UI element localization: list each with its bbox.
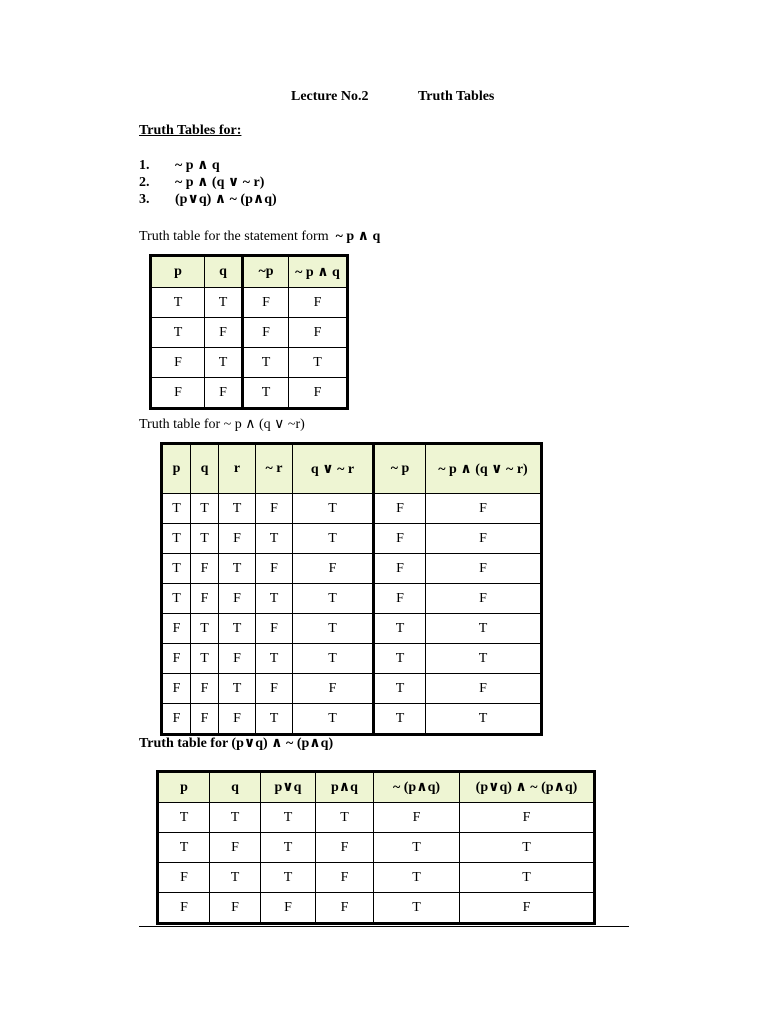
table-cell: F: [158, 863, 210, 893]
table-cell: T: [219, 554, 256, 584]
table-cell: F: [293, 554, 374, 584]
table-cell: F: [426, 554, 542, 584]
table-cell: T: [151, 318, 205, 348]
column-header: r: [219, 444, 256, 494]
table-cell: T: [374, 644, 426, 674]
table-cell: F: [162, 674, 191, 704]
table-row: [151, 288, 348, 318]
table-row: [162, 674, 542, 704]
table-cell: T: [460, 833, 595, 863]
column-header: q: [205, 256, 243, 288]
table-cell: T: [191, 644, 219, 674]
truth-table-1: [149, 254, 349, 410]
table-row: [162, 494, 542, 524]
column-header: q: [191, 444, 219, 494]
list-item: [139, 157, 277, 174]
table-cell: F: [460, 803, 595, 833]
column-header: p: [151, 256, 205, 288]
table-cell: F: [256, 494, 293, 524]
table-cell: F: [289, 378, 348, 409]
table-cell: F: [219, 704, 256, 735]
section-title: Truth Tables for:: [139, 123, 242, 138]
table-cell: T: [162, 584, 191, 614]
lecture-number: Lecture No.2: [291, 89, 369, 104]
table-cell: T: [261, 863, 316, 893]
column-header: q: [210, 772, 261, 803]
table-cell: T: [293, 584, 374, 614]
table-cell: T: [243, 378, 289, 409]
table-cell: T: [158, 833, 210, 863]
column-header: ~ r: [256, 444, 293, 494]
lecture-topic: Truth Tables: [418, 89, 495, 104]
table-cell: F: [191, 674, 219, 704]
truth-table-3: [156, 770, 596, 925]
column-header: ~ p: [374, 444, 426, 494]
table-row: [162, 614, 542, 644]
table-row: [158, 803, 595, 833]
table-header-row: [162, 444, 542, 494]
column-header: p∨q: [261, 772, 316, 803]
column-header: (p∨q) ∧ ~ (p∧q): [460, 772, 595, 803]
table1-caption: [139, 228, 380, 245]
list-number: 3.: [139, 192, 150, 207]
table-cell: T: [256, 584, 293, 614]
column-header: q ∨ ~ r: [293, 444, 374, 494]
table-row: [162, 644, 542, 674]
table-cell: F: [256, 674, 293, 704]
table-cell: F: [162, 644, 191, 674]
table-cell: F: [205, 318, 243, 348]
table-cell: T: [210, 803, 261, 833]
table-row: [158, 833, 595, 863]
table-cell: T: [158, 803, 210, 833]
table-cell: T: [426, 614, 542, 644]
table-cell: T: [205, 348, 243, 378]
table-cell: F: [158, 893, 210, 924]
list-item: [139, 174, 277, 191]
table-cell: T: [374, 833, 460, 863]
table-cell: F: [191, 584, 219, 614]
table-cell: T: [162, 524, 191, 554]
table-cell: T: [460, 863, 595, 893]
table-cell: F: [374, 803, 460, 833]
column-header: p: [158, 772, 210, 803]
table-header-row: [158, 772, 595, 803]
table-cell: T: [426, 644, 542, 674]
table-cell: T: [374, 704, 426, 735]
column-header: ~ (p∧q): [374, 772, 460, 803]
table-cell: T: [374, 863, 460, 893]
table-cell: T: [205, 288, 243, 318]
table-cell: T: [316, 803, 374, 833]
table-cell: F: [219, 644, 256, 674]
table-cell: T: [256, 644, 293, 674]
table-cell: F: [191, 554, 219, 584]
table-cell: T: [426, 704, 542, 735]
table-cell: T: [374, 614, 426, 644]
table-cell: F: [426, 524, 542, 554]
table-cell: F: [151, 378, 205, 409]
table-cell: F: [316, 893, 374, 924]
table-cell: F: [289, 288, 348, 318]
table-cell: F: [316, 833, 374, 863]
table-cell: T: [256, 704, 293, 735]
table3-caption: Truth table for (p∨q) ∧ ~ (p∧q): [139, 736, 334, 751]
table-row: [158, 863, 595, 893]
table-cell: T: [162, 494, 191, 524]
footer-rule: [139, 926, 629, 927]
table-row: [158, 893, 595, 924]
list-expression: ~ p ∧ q: [175, 158, 220, 173]
table-cell: F: [374, 524, 426, 554]
table-cell: F: [374, 554, 426, 584]
table-cell: T: [219, 674, 256, 704]
table-cell: F: [256, 614, 293, 644]
truth-table-2: [160, 442, 543, 736]
table-cell: T: [293, 704, 374, 735]
table-cell: T: [219, 494, 256, 524]
table-cell: T: [219, 614, 256, 644]
table-cell: F: [426, 494, 542, 524]
table-cell: F: [293, 674, 374, 704]
list-expression: (p∨q) ∧ ~ (p∧q): [175, 192, 277, 207]
table-header-row: [151, 256, 348, 288]
table2-caption: Truth table for ~ p ∧ (q ∨ ~r): [139, 417, 305, 432]
column-header: ~ p ∧ q: [289, 256, 348, 288]
table-row: [151, 318, 348, 348]
table-cell: F: [374, 494, 426, 524]
table-cell: F: [210, 833, 261, 863]
table-cell: T: [243, 348, 289, 378]
table-cell: F: [426, 674, 542, 704]
table1-caption-text: Truth table for the statement form: [139, 229, 329, 244]
table-row: [162, 524, 542, 554]
column-header: ~p: [243, 256, 289, 288]
table-cell: T: [162, 554, 191, 584]
statement-list: [139, 157, 277, 208]
table-cell: T: [191, 524, 219, 554]
column-header: ~ p ∧ (q ∨ ~ r): [426, 444, 542, 494]
table-cell: F: [243, 318, 289, 348]
column-header: p∧q: [316, 772, 374, 803]
table-cell: F: [151, 348, 205, 378]
table-cell: F: [426, 584, 542, 614]
table-cell: T: [293, 524, 374, 554]
list-item: [139, 191, 277, 208]
table-cell: T: [293, 494, 374, 524]
table-cell: T: [374, 674, 426, 704]
table-row: [151, 348, 348, 378]
table-cell: F: [191, 704, 219, 735]
list-expression: ~ p ∧ (q ∨ ~ r): [175, 175, 265, 190]
table-row: [162, 584, 542, 614]
table-cell: F: [289, 318, 348, 348]
table-cell: T: [293, 614, 374, 644]
list-number: 1.: [139, 158, 150, 173]
table-cell: T: [289, 348, 348, 378]
table-cell: T: [261, 833, 316, 863]
table-cell: F: [261, 893, 316, 924]
table-cell: F: [460, 893, 595, 924]
table-cell: T: [374, 893, 460, 924]
table-cell: F: [210, 893, 261, 924]
table-row: [151, 378, 348, 409]
table-cell: F: [219, 584, 256, 614]
table-cell: T: [293, 644, 374, 674]
table-cell: F: [205, 378, 243, 409]
table-cell: F: [162, 704, 191, 735]
table-cell: F: [243, 288, 289, 318]
table1-caption-expr: ~ p ∧ q: [335, 229, 381, 244]
table-cell: T: [210, 863, 261, 893]
table-cell: T: [261, 803, 316, 833]
table-cell: F: [219, 524, 256, 554]
table-cell: T: [191, 494, 219, 524]
table-cell: T: [151, 288, 205, 318]
table-cell: F: [256, 554, 293, 584]
table-cell: T: [191, 614, 219, 644]
table-cell: F: [374, 584, 426, 614]
column-header: p: [162, 444, 191, 494]
table-cell: F: [316, 863, 374, 893]
list-number: 2.: [139, 175, 150, 190]
table-cell: T: [256, 524, 293, 554]
table-row: [162, 704, 542, 735]
table-cell: F: [162, 614, 191, 644]
table-row: [162, 554, 542, 584]
